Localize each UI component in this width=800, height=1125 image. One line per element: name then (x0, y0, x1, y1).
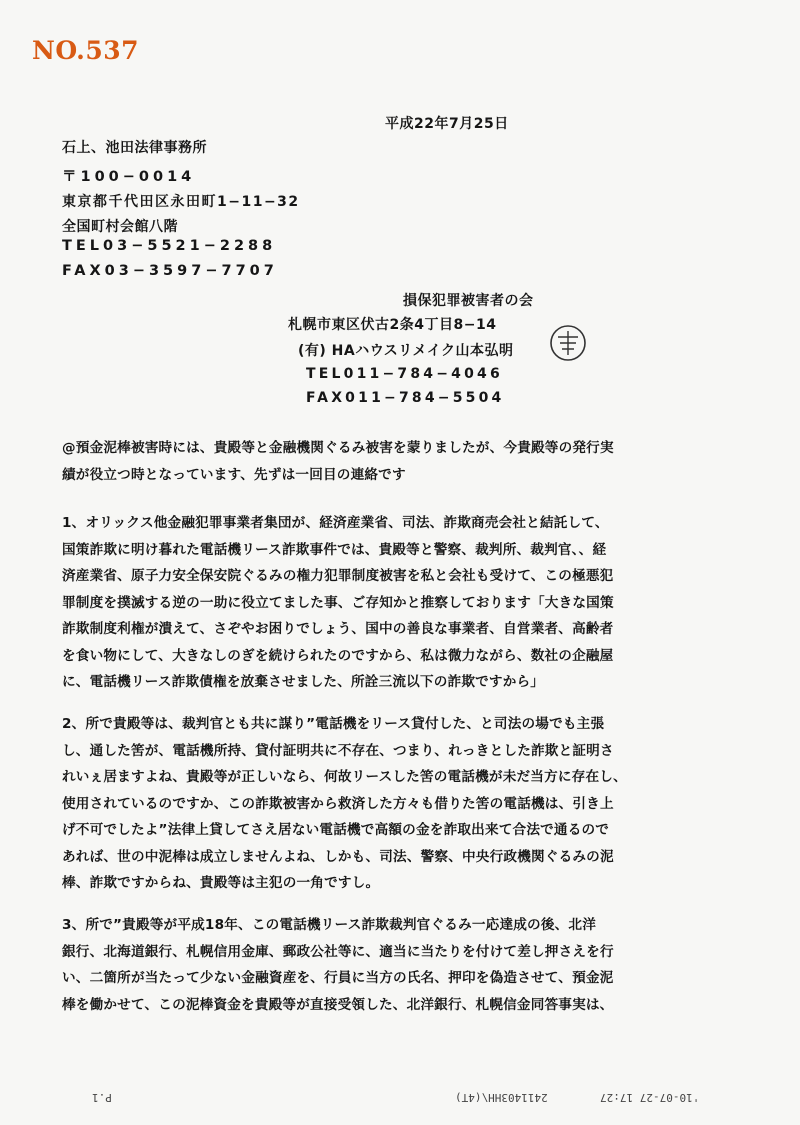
document-date: 平成22年7月25日 (385, 116, 509, 132)
sender-company: (有) HAハウスリメイク山本弘明 (298, 343, 514, 359)
seal-stamp-icon (548, 323, 588, 363)
sender-address: 札幌市東区伏古2条4丁目8−14 (288, 317, 497, 333)
recipient-office: 石上、池田法律事務所 (62, 140, 207, 156)
recipient-postal: 〒100−0014 (62, 169, 196, 185)
paragraph-item-3: 3、所で”貴殿等が平成18年、この電話機リース詐欺裁判官ぐるみ一応達成の後、北洋 銀行、北海道銀行、札幌信用金庫、郵政公社等に、適当に当たりを付けて差し押さえを行 い、二箇所が当たって少ない金融資産を、行員に当方の氏名、押印を偽造させて、預金泥 棒を働かせて、この泥棒資金を貴殿等が直接受領した、北洋銀行、札幌信金同答事実は、 (62, 917, 614, 1013)
document-number: NO.537 (32, 36, 140, 65)
recipient-tel: TEL03−5521−2288 (62, 238, 277, 254)
sender-fax: FAX011−784−5504 (306, 390, 505, 406)
fax-footer-page: P.1 (92, 1091, 112, 1104)
intro-paragraph: @預金泥棒被害時には、貴殿等と金融機関ぐるみ被害を蒙りましたが、今貴殿等の発行実 績が役立つ時となっています、先ずは一回目の連絡です (62, 440, 614, 483)
recipient-building: 全国町村会館八階 (62, 219, 178, 235)
fax-footer-sender-id: 2411403HH\(4T) (455, 1091, 548, 1104)
recipient-address: 東京都千代田区永田町1−11−32 (62, 194, 300, 210)
recipient-fax: FAX03−3597−7707 (62, 263, 278, 279)
sender-organization: 損保犯罪被害者の会 (403, 293, 534, 309)
paragraph-item-1: 1、オリックス他金融犯罪事業者集団が、経済産業省、司法、詐欺商売会社と結託して、 国策詐欺に明け暮れた電話機リース詐欺事件では、貴殿等と警察、裁判所、裁判官、、経 済産業省、原子力安全保安院ぐるみの権力犯罪制度被害を私と会社も受けて、この極悪犯 罪制度を撲滅する逆の一助に役立てました事、ご存知かと推察しております「大きな国策 詐欺制度利権が潰えて、さぞやお困りでしょう、国中の善良な事業者、自営業者、高齢者 を食い物にして、大きなしのぎを続けられたのですから、私は微力ながら、数社の企融屋 に、電話機リース詐欺債権を放棄させました、所詮三流以下の詐欺ですから」 (62, 515, 614, 690)
fax-footer-timestamp: '10-07-27 17:27 (600, 1091, 700, 1104)
sender-tel: TEL011−784−4046 (306, 366, 503, 382)
paragraph-item-2: 2、所で貴殿等は、裁判官とも共に謀り”電話機をリース貸付した、と司法の場でも主張 し、通した筈が、電話機所持、貸付証明共に不存在、つまり、れっきとした詐欺と証明さ れいぇ居ますよね、貴殿等が正しいなら、何故リースした筈の電話機が未だ当方に存在し、 使用されているのですか、この詐欺被害から救済した方々も借りた筈の電話機は、引き上 げ不可でしたよ”法律上貸してさえ居ない電話機で高額の金を詐取出来て合法で通るので あれば、世の中泥棒は成立しませんよね、しかも、司法、警察、中央行政機関ぐるみの泥 棒、詐欺ですからね、貴殿等は主犯の一角ですし。 (62, 716, 627, 891)
